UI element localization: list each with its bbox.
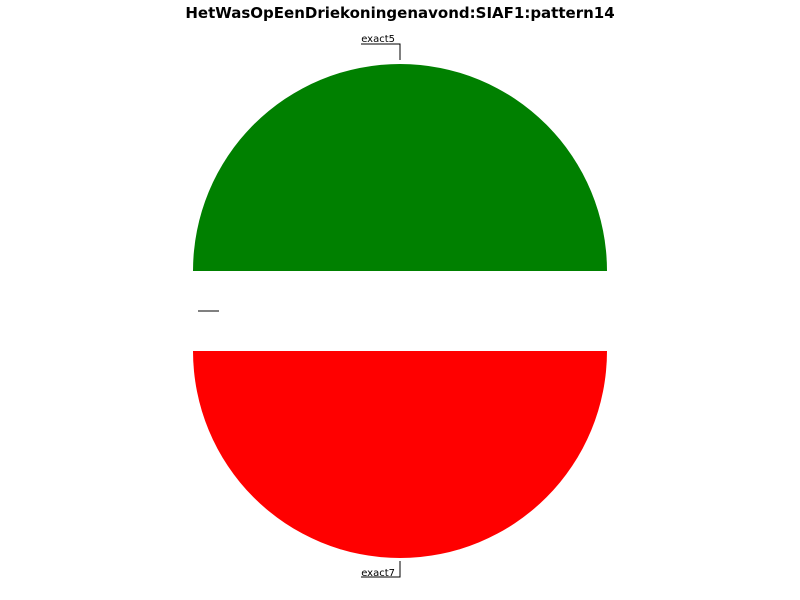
- pie-slices: [193, 64, 607, 558]
- slice-exact5: [193, 64, 607, 271]
- chart-title: HetWasOpEenDriekoningenavond:SIAF1:pattern14: [185, 4, 615, 22]
- leader-line-exact5: [361, 44, 400, 60]
- slice-exact7: [193, 351, 607, 558]
- slice-label-exact7: exact7: [361, 568, 395, 579]
- slice-label-exact5: exact5: [361, 34, 395, 45]
